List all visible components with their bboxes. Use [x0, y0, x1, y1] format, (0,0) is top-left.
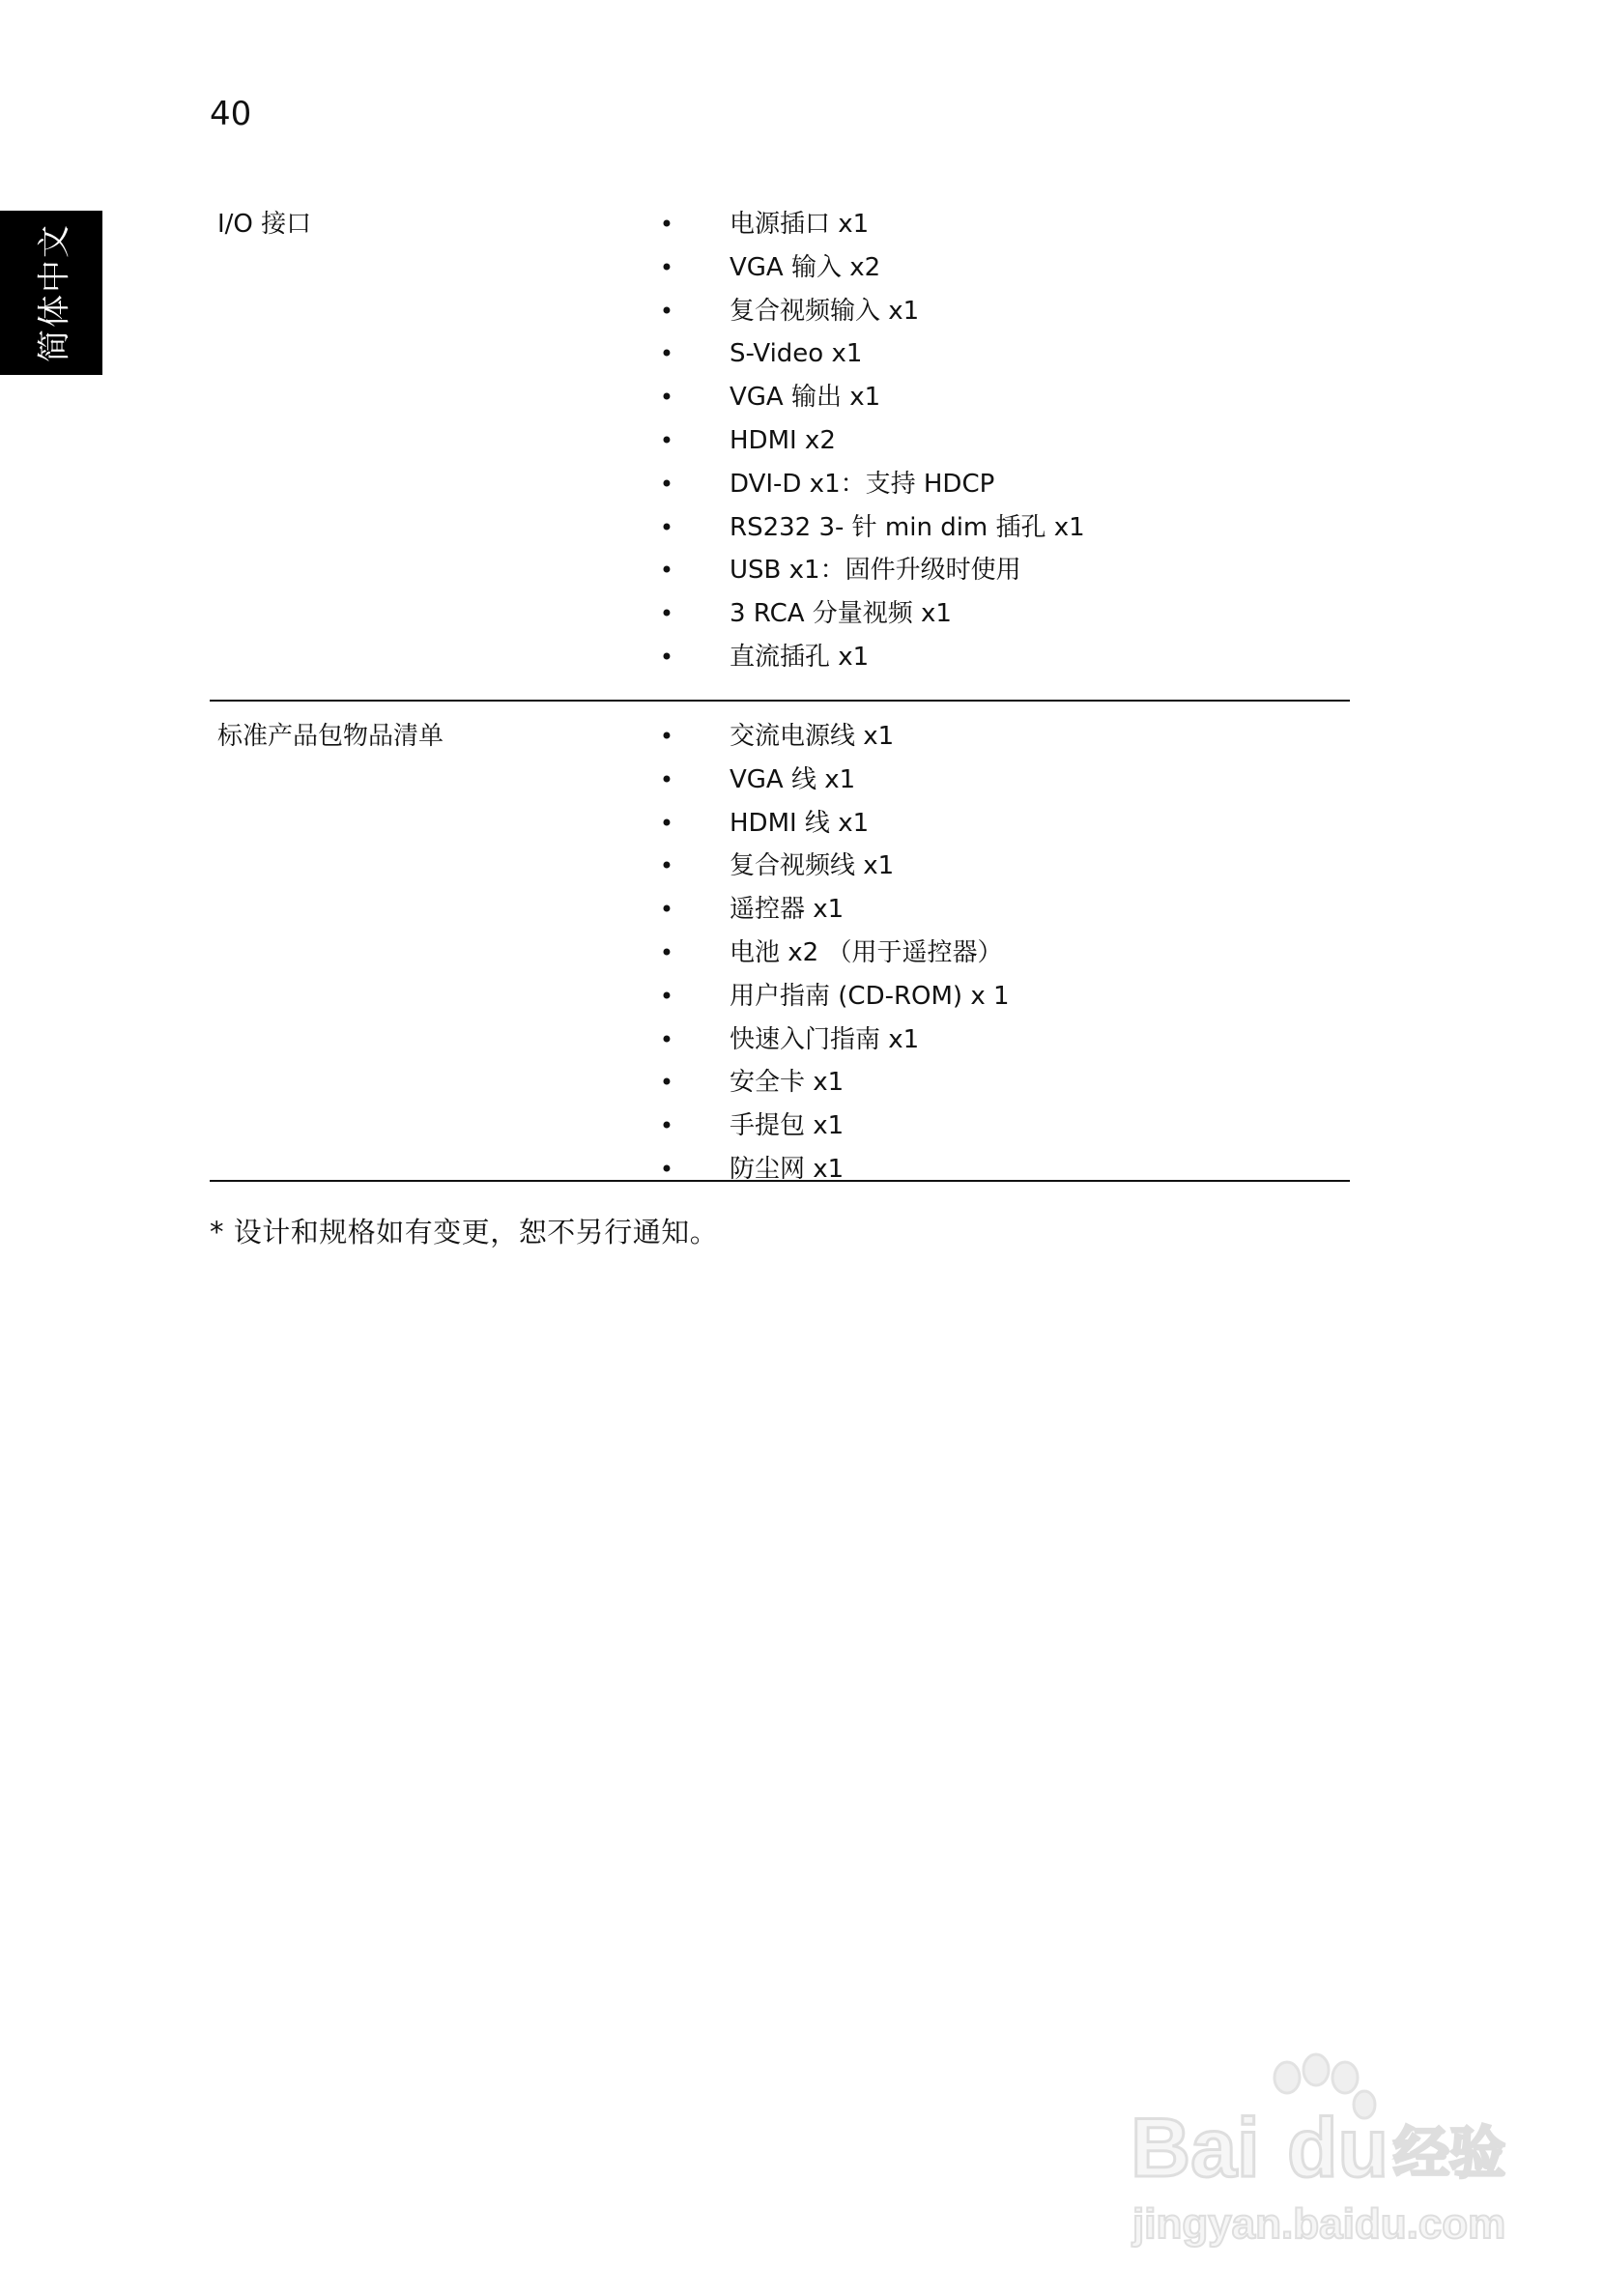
bullet-icon: • [659, 211, 674, 238]
spec-item-text: 电池 x2 （用于遥控器） [730, 937, 1003, 967]
spec-row-io-ports [210, 203, 1350, 702]
svg-text:经验: 经验 [1393, 2120, 1506, 2186]
language-side-tab [0, 211, 102, 375]
spec-item-text: S-Video x1 [730, 339, 863, 369]
bullet-icon: • [659, 723, 674, 750]
bullet-icon: • [659, 557, 674, 585]
bullet-icon: • [659, 253, 674, 281]
spec-item-text: 手提包 x1 [730, 1111, 845, 1141]
bullet-icon: • [659, 297, 674, 325]
spec-item-text: 安全卡 x1 [730, 1068, 845, 1098]
bullet-icon: • [659, 852, 674, 880]
spec-table [210, 203, 1350, 1182]
bullet-icon: • [659, 1025, 674, 1053]
svg-text:Bai: Bai [1131, 2102, 1260, 2195]
spec-item-text: VGA 线 x1 [730, 764, 856, 794]
spec-item-text: 复合视频输入 x1 [730, 296, 920, 326]
bullet-icon: • [659, 765, 674, 793]
spec-item-text: 快速入门指南 x1 [730, 1024, 920, 1054]
svg-text:jingyan.baidu.com: jingyan.baidu.com [1132, 2200, 1506, 2248]
spec-item-text: RS232 3- 针 min dim 插孔 x1 [730, 512, 1085, 542]
spec-row-label: I/O 接口 [217, 210, 312, 239]
footnote: * 设计和规格如有变更，恕不另行通知。 [210, 1216, 719, 1248]
bullet-icon: • [659, 513, 674, 541]
svg-text:du: du [1287, 2102, 1389, 2195]
bullet-icon: • [659, 340, 674, 368]
baidu-jingyan-watermark-logo [1111, 2049, 1517, 2271]
bullet-icon: • [659, 643, 674, 671]
spec-item-text: 防尘网 x1 [730, 1154, 845, 1184]
bullet-icon: • [659, 1112, 674, 1140]
spec-item-text: 复合视频线 x1 [730, 851, 895, 881]
spec-item-text: 3 RCA 分量视频 x1 [730, 599, 952, 629]
bullet-icon: • [659, 600, 674, 628]
spec-item-text: 交流电源线 x1 [730, 722, 895, 751]
spec-row-package-contents [210, 702, 1350, 1182]
bullet-icon: • [659, 1155, 674, 1183]
spec-item-text: USB x1：固件升级时使用 [730, 556, 1021, 586]
bullet-icon: • [659, 896, 674, 924]
spec-item-text: HDMI 线 x1 [730, 808, 870, 838]
spec-item-text: VGA 输出 x1 [730, 383, 881, 413]
page-number: 40 [210, 95, 252, 133]
spec-item-text: 遥控器 x1 [730, 895, 845, 925]
spec-item-text: HDMI x2 [730, 425, 836, 455]
spec-item-text: VGA 输入 x2 [730, 252, 881, 282]
spec-item-text: DVI-D x1：支持 HDCP [730, 469, 995, 499]
spec-item-text: 用户指南 (CD-ROM) x 1 [730, 981, 1010, 1011]
spec-item-text: 直流插孔 x1 [730, 642, 870, 672]
bullet-icon: • [659, 982, 674, 1010]
bullet-icon: • [659, 426, 674, 454]
spec-item-text: 电源插口 x1 [730, 210, 870, 239]
bullet-icon: • [659, 938, 674, 966]
bullet-icon: • [659, 1069, 674, 1097]
bullet-icon: • [659, 809, 674, 837]
spec-row-label: 标准产品包物品清单 [217, 722, 444, 751]
bullet-icon: • [659, 470, 674, 498]
bullet-icon: • [659, 384, 674, 412]
language-side-tab-label: 简体中文 [35, 223, 74, 362]
